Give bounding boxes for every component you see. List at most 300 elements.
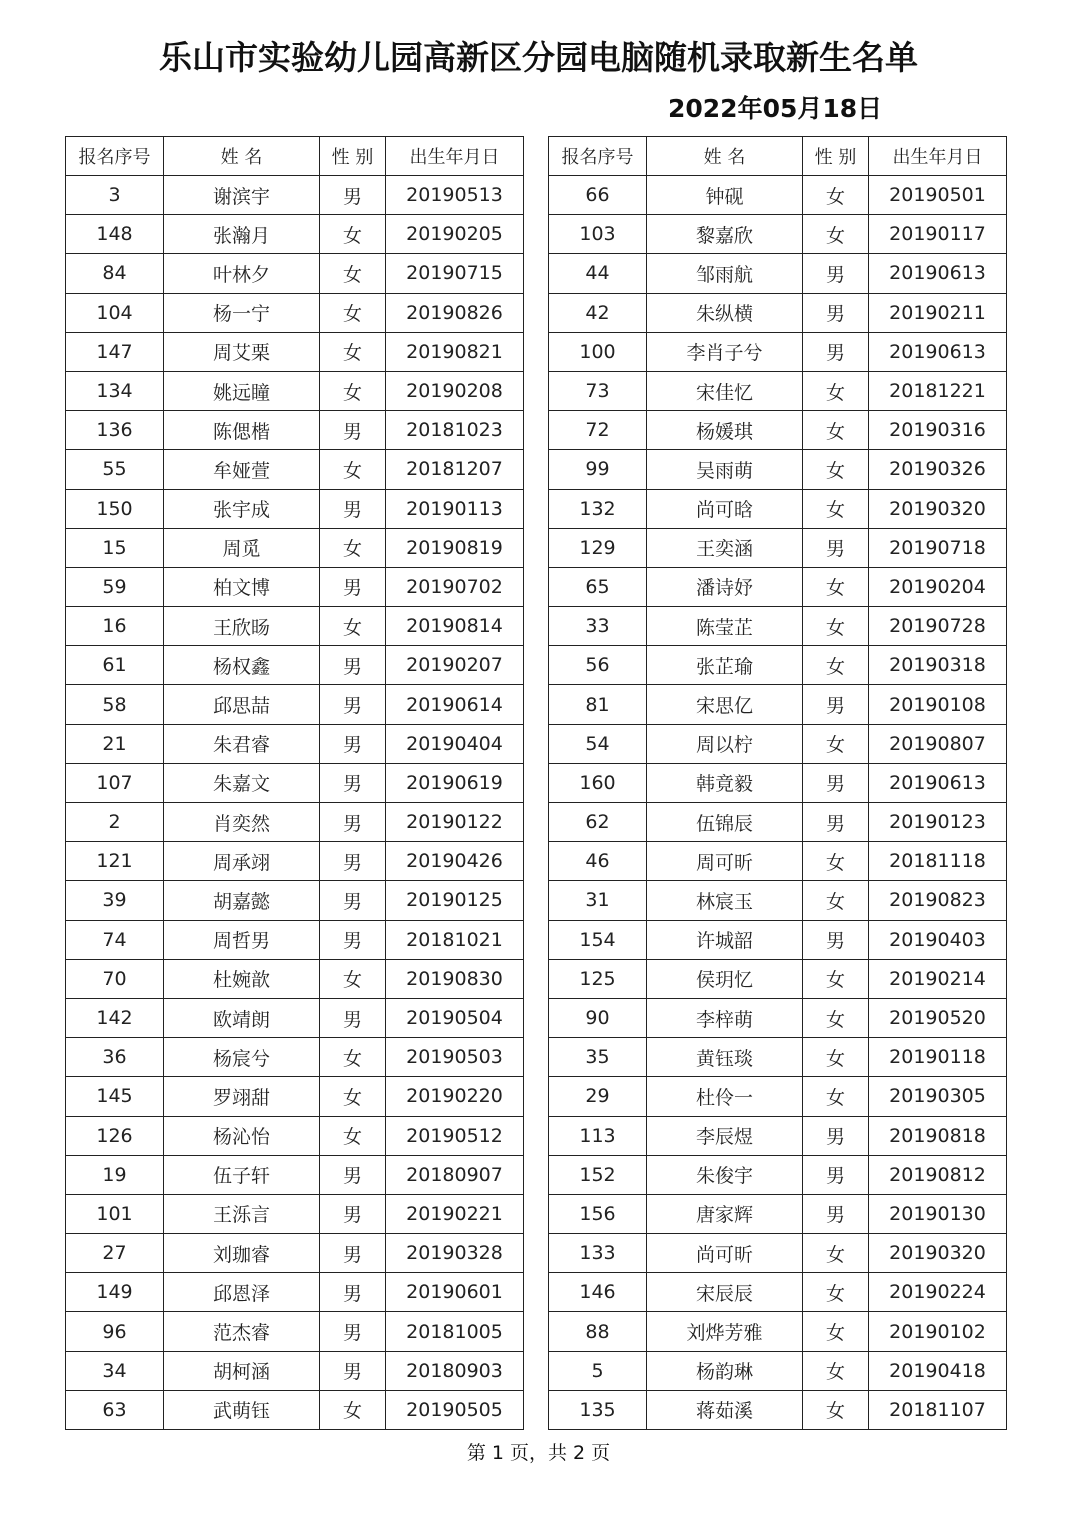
student-name-cell: 李肖子兮 [647,332,803,371]
gender-cell: 女 [803,567,869,606]
table-row [549,803,1007,842]
birth-date-cell: 20190220 [386,1077,524,1116]
registration-number-cell: 72 [549,411,647,450]
gender-cell: 女 [803,1077,869,1116]
birth-date-cell: 20190814 [386,607,524,646]
birth-date-cell: 20190505 [386,1390,524,1429]
gender-cell: 男 [320,685,386,724]
registration-number-cell: 19 [66,1155,164,1194]
birth-date-cell: 20190718 [869,528,1007,567]
table-row [549,1116,1007,1155]
birth-date-cell: 20190108 [869,685,1007,724]
gender-cell: 女 [803,607,869,646]
gender-cell: 女 [803,1038,869,1077]
gender-cell: 男 [320,763,386,802]
student-name-cell: 李梓萌 [647,998,803,1037]
birth-date-cell: 20190403 [869,920,1007,959]
gender-cell: 女 [320,1077,386,1116]
registration-number-cell: 3 [66,176,164,215]
table-row [66,293,524,332]
registration-number-cell: 84 [66,254,164,293]
table-header-row [66,137,524,176]
table-row [66,450,524,489]
header-gender: 性 别 [320,137,386,176]
student-name-cell: 唐家辉 [647,1194,803,1233]
gender-cell: 女 [803,411,869,450]
table-row [66,254,524,293]
birth-date-cell: 20190503 [386,1038,524,1077]
list-date: 2022年05月18日 [668,94,883,123]
table-row [549,685,1007,724]
table-row [549,450,1007,489]
gender-cell: 女 [320,1116,386,1155]
student-name-cell: 邱恩泽 [164,1273,320,1312]
birth-date-cell: 20190830 [386,959,524,998]
gender-cell: 男 [803,1116,869,1155]
student-name-cell: 叶林夕 [164,254,320,293]
table-row [66,176,524,215]
birth-date-cell: 20190418 [869,1351,1007,1390]
registration-number-cell: 59 [66,567,164,606]
gender-cell: 男 [803,685,869,724]
student-name-cell: 侯玥忆 [647,959,803,998]
birth-date-cell: 20190619 [386,763,524,802]
table-row [549,371,1007,410]
registration-number-cell: 146 [549,1273,647,1312]
table-row [66,489,524,528]
registration-number-cell: 99 [549,450,647,489]
table-row [549,842,1007,881]
table-row [549,1351,1007,1390]
table-row [66,881,524,920]
table-row [549,215,1007,254]
gender-cell: 女 [320,1038,386,1077]
table-row [66,1194,524,1233]
gender-cell: 男 [803,803,869,842]
registration-number-cell: 5 [549,1351,647,1390]
table-row [66,763,524,802]
registration-number-cell: 2 [66,803,164,842]
table-row [66,1273,524,1312]
birth-date-cell: 20190613 [869,332,1007,371]
birth-date-cell: 20181021 [386,920,524,959]
gender-cell: 女 [803,724,869,763]
table-row [66,332,524,371]
student-name-cell: 尚可晗 [647,489,803,528]
registration-number-cell: 44 [549,254,647,293]
registration-number-cell: 56 [549,646,647,685]
student-name-cell: 林宸玉 [647,881,803,920]
registration-number-cell: 63 [66,1390,164,1429]
table-row [66,411,524,450]
registration-number-cell: 149 [66,1273,164,1312]
table-row [66,724,524,763]
student-name-cell: 邹雨航 [647,254,803,293]
birth-date-cell: 20190118 [869,1038,1007,1077]
birth-date-cell: 20190204 [869,567,1007,606]
gender-cell: 男 [320,1234,386,1273]
registration-number-cell: 34 [66,1351,164,1390]
gender-cell: 女 [320,959,386,998]
gender-cell: 男 [320,1155,386,1194]
student-name-cell: 欧靖朗 [164,998,320,1037]
birth-date-cell: 20181118 [869,842,1007,881]
gender-cell: 女 [803,371,869,410]
registration-number-cell: 96 [66,1312,164,1351]
table-row [549,920,1007,959]
registration-number-cell: 42 [549,293,647,332]
header-gender: 性 别 [803,137,869,176]
gender-cell: 男 [320,489,386,528]
student-name-cell: 周承翊 [164,842,320,881]
registration-number-cell: 104 [66,293,164,332]
birth-date-cell: 20180903 [386,1351,524,1390]
header-name: 姓 名 [647,137,803,176]
registration-number-cell: 90 [549,998,647,1037]
table-row [549,1155,1007,1194]
birth-date-cell: 20181005 [386,1312,524,1351]
birth-date-cell: 20190320 [869,1234,1007,1273]
student-name-cell: 黄钰琰 [647,1038,803,1077]
registration-number-cell: 33 [549,607,647,646]
table-row [549,763,1007,802]
gender-cell: 女 [320,1390,386,1429]
registration-number-cell: 160 [549,763,647,802]
table-row [549,176,1007,215]
birth-date-cell: 20190818 [869,1116,1007,1155]
table-header-row [549,137,1007,176]
birth-date-cell: 20190715 [386,254,524,293]
registration-number-cell: 74 [66,920,164,959]
student-name-cell: 蒋茹溪 [647,1390,803,1429]
table-row [549,1077,1007,1116]
gender-cell: 男 [320,176,386,215]
student-name-cell: 宋辰辰 [647,1273,803,1312]
student-name-cell: 张宇成 [164,489,320,528]
gender-cell: 女 [320,254,386,293]
student-name-cell: 许城韶 [647,920,803,959]
registration-number-cell: 148 [66,215,164,254]
birth-date-cell: 20190504 [386,998,524,1037]
student-name-cell: 杨权鑫 [164,646,320,685]
birth-date-cell: 20190214 [869,959,1007,998]
birth-date-cell: 20190224 [869,1273,1007,1312]
gender-cell: 男 [320,646,386,685]
birth-date-cell: 20190613 [869,763,1007,802]
student-name-cell: 韩竟毅 [647,763,803,802]
table-row [66,567,524,606]
student-name-cell: 潘诗妤 [647,567,803,606]
registration-number-cell: 88 [549,1312,647,1351]
header-birth-date: 出生年月日 [386,137,524,176]
gender-cell: 女 [320,607,386,646]
table-row [66,528,524,567]
student-name-cell: 伍锦辰 [647,803,803,842]
student-name-cell: 张瀚月 [164,215,320,254]
gender-cell: 女 [320,215,386,254]
birth-date-cell: 20190512 [386,1116,524,1155]
birth-date-cell: 20190614 [386,685,524,724]
student-name-cell: 朱俊宇 [647,1155,803,1194]
student-name-cell: 宋佳忆 [647,371,803,410]
table-row [549,1312,1007,1351]
student-name-cell: 黎嘉欣 [647,215,803,254]
student-name-cell: 李辰煜 [647,1116,803,1155]
table-row [549,254,1007,293]
student-name-cell: 杜伶一 [647,1077,803,1116]
birth-date-cell: 20181207 [386,450,524,489]
birth-date-cell: 20190819 [386,528,524,567]
registration-number-cell: 101 [66,1194,164,1233]
gender-cell: 男 [320,803,386,842]
registration-number-cell: 54 [549,724,647,763]
registration-number-cell: 129 [549,528,647,567]
registration-number-cell: 121 [66,842,164,881]
gender-cell: 女 [803,450,869,489]
registration-number-cell: 31 [549,881,647,920]
student-name-cell: 周觅 [164,528,320,567]
gender-cell: 女 [320,371,386,410]
student-name-cell: 周可昕 [647,842,803,881]
student-name-cell: 张芷瑜 [647,646,803,685]
registration-number-cell: 62 [549,803,647,842]
table-row [66,1351,524,1390]
registration-number-cell: 61 [66,646,164,685]
birth-date-cell: 20190520 [869,998,1007,1037]
gender-cell: 男 [320,411,386,450]
student-name-cell: 周哲男 [164,920,320,959]
student-name-cell: 王奕涵 [647,528,803,567]
table-row [66,607,524,646]
registration-number-cell: 36 [66,1038,164,1077]
registration-number-cell: 133 [549,1234,647,1273]
table-row [66,1116,524,1155]
gender-cell: 男 [803,332,869,371]
table-row [549,881,1007,920]
table-row [549,411,1007,450]
birth-date-cell: 20190807 [869,724,1007,763]
gender-cell: 男 [803,763,869,802]
registration-number-cell: 21 [66,724,164,763]
student-name-cell: 杨媛琪 [647,411,803,450]
birth-date-cell: 20190613 [869,254,1007,293]
student-name-cell: 王泺言 [164,1194,320,1233]
birth-date-cell: 20190125 [386,881,524,920]
birth-date-cell: 20190122 [386,803,524,842]
table-row [66,1155,524,1194]
birth-date-cell: 20190826 [386,293,524,332]
birth-date-cell: 20190211 [869,293,1007,332]
student-name-cell: 钟砚 [647,176,803,215]
registration-number-cell: 73 [549,371,647,410]
roster-table-right [548,136,1007,1430]
student-name-cell: 杨韵琳 [647,1351,803,1390]
birth-date-cell: 20190205 [386,215,524,254]
student-name-cell: 陈莹芷 [647,607,803,646]
gender-cell: 女 [803,1234,869,1273]
student-name-cell: 周以柠 [647,724,803,763]
gender-cell: 女 [803,959,869,998]
registration-number-cell: 126 [66,1116,164,1155]
registration-number-cell: 136 [66,411,164,450]
student-name-cell: 周艾栗 [164,332,320,371]
student-name-cell: 尚可昕 [647,1234,803,1273]
birth-date-cell: 20190208 [386,371,524,410]
table-row [66,959,524,998]
gender-cell: 女 [803,998,869,1037]
table-row [66,1234,524,1273]
student-name-cell: 刘珈睿 [164,1234,320,1273]
student-name-cell: 宋思亿 [647,685,803,724]
gender-cell: 男 [320,842,386,881]
gender-cell: 男 [320,567,386,606]
table-row [549,724,1007,763]
student-name-cell: 刘烨芳雅 [647,1312,803,1351]
student-name-cell: 武萌钰 [164,1390,320,1429]
birth-date-cell: 20190821 [386,332,524,371]
table-row [549,1273,1007,1312]
table-row [66,646,524,685]
student-name-cell: 胡嘉懿 [164,881,320,920]
birth-date-cell: 20190601 [386,1273,524,1312]
header-birth-date: 出生年月日 [869,137,1007,176]
gender-cell: 男 [320,1312,386,1351]
student-name-cell: 胡柯涵 [164,1351,320,1390]
birth-date-cell: 20190130 [869,1194,1007,1233]
table-row [66,215,524,254]
table-row [549,528,1007,567]
gender-cell: 女 [803,1351,869,1390]
registration-number-cell: 65 [549,567,647,606]
birth-date-cell: 20190221 [386,1194,524,1233]
student-name-cell: 朱嘉文 [164,763,320,802]
registration-number-cell: 107 [66,763,164,802]
table-row [66,803,524,842]
gender-cell: 男 [320,920,386,959]
gender-cell: 男 [803,1194,869,1233]
birth-date-cell: 20190316 [869,411,1007,450]
registration-number-cell: 150 [66,489,164,528]
gender-cell: 女 [803,881,869,920]
student-name-cell: 罗翊甜 [164,1077,320,1116]
birth-date-cell: 20190823 [869,881,1007,920]
birth-date-cell: 20190513 [386,176,524,215]
table-row [66,1390,524,1429]
registration-number-cell: 152 [549,1155,647,1194]
student-name-cell: 朱纵横 [647,293,803,332]
table-row [549,959,1007,998]
registration-number-cell: 134 [66,371,164,410]
table-row [549,1038,1007,1077]
birth-date-cell: 20190426 [386,842,524,881]
gender-cell: 男 [803,1155,869,1194]
gender-cell: 男 [803,293,869,332]
registration-number-cell: 29 [549,1077,647,1116]
birth-date-cell: 20190305 [869,1077,1007,1116]
gender-cell: 女 [803,215,869,254]
gender-cell: 女 [803,842,869,881]
registration-number-cell: 66 [549,176,647,215]
birth-date-cell: 20190728 [869,607,1007,646]
student-name-cell: 杜婉歆 [164,959,320,998]
registration-number-cell: 156 [549,1194,647,1233]
student-name-cell: 范杰睿 [164,1312,320,1351]
gender-cell: 男 [320,881,386,920]
table-row [549,646,1007,685]
birth-date-cell: 20190812 [869,1155,1007,1194]
table-row [549,567,1007,606]
gender-cell: 男 [320,724,386,763]
gender-cell: 女 [803,1390,869,1429]
table-row [66,1077,524,1116]
student-name-cell: 王欣旸 [164,607,320,646]
registration-number-cell: 81 [549,685,647,724]
student-name-cell: 吴雨萌 [647,450,803,489]
registration-number-cell: 100 [549,332,647,371]
gender-cell: 女 [320,450,386,489]
table-row [549,293,1007,332]
page-footer: 第 1 页，共 2 页 [466,1442,611,1464]
registration-number-cell: 113 [549,1116,647,1155]
gender-cell: 男 [320,1273,386,1312]
registration-number-cell: 27 [66,1234,164,1273]
registration-number-cell: 70 [66,959,164,998]
birth-date-cell: 20190702 [386,567,524,606]
student-name-cell: 伍子轩 [164,1155,320,1194]
table-row [66,842,524,881]
registration-number-cell: 46 [549,842,647,881]
page-title: 乐山市实验幼儿园高新区分园电脑随机录取新生名单 [159,38,918,77]
header-name: 姓 名 [164,137,320,176]
registration-number-cell: 142 [66,998,164,1037]
birth-date-cell: 20190318 [869,646,1007,685]
table-row [549,998,1007,1037]
gender-cell: 男 [320,1194,386,1233]
student-name-cell: 陈偲楷 [164,411,320,450]
registration-number-cell: 35 [549,1038,647,1077]
birth-date-cell: 20190404 [386,724,524,763]
registration-number-cell: 132 [549,489,647,528]
table-row [66,920,524,959]
birth-date-cell: 20181107 [869,1390,1007,1429]
birth-date-cell: 20181023 [386,411,524,450]
gender-cell: 女 [803,176,869,215]
gender-cell: 男 [803,254,869,293]
table-row [66,685,524,724]
gender-cell: 男 [803,920,869,959]
table-row [549,1194,1007,1233]
student-name-cell: 邱思喆 [164,685,320,724]
gender-cell: 男 [803,528,869,567]
registration-number-cell: 103 [549,215,647,254]
registration-number-cell: 145 [66,1077,164,1116]
birth-date-cell: 20190501 [869,176,1007,215]
registration-number-cell: 15 [66,528,164,567]
gender-cell: 女 [320,332,386,371]
student-name-cell: 朱君睿 [164,724,320,763]
registration-number-cell: 58 [66,685,164,724]
registration-number-cell: 125 [549,959,647,998]
birth-date-cell: 20180907 [386,1155,524,1194]
table-row [66,1312,524,1351]
birth-date-cell: 20181221 [869,371,1007,410]
gender-cell: 女 [803,489,869,528]
student-name-cell: 肖奕然 [164,803,320,842]
student-name-cell: 姚远瞳 [164,371,320,410]
table-row [66,1038,524,1077]
gender-cell: 男 [320,1351,386,1390]
student-name-cell: 谢滨宇 [164,176,320,215]
